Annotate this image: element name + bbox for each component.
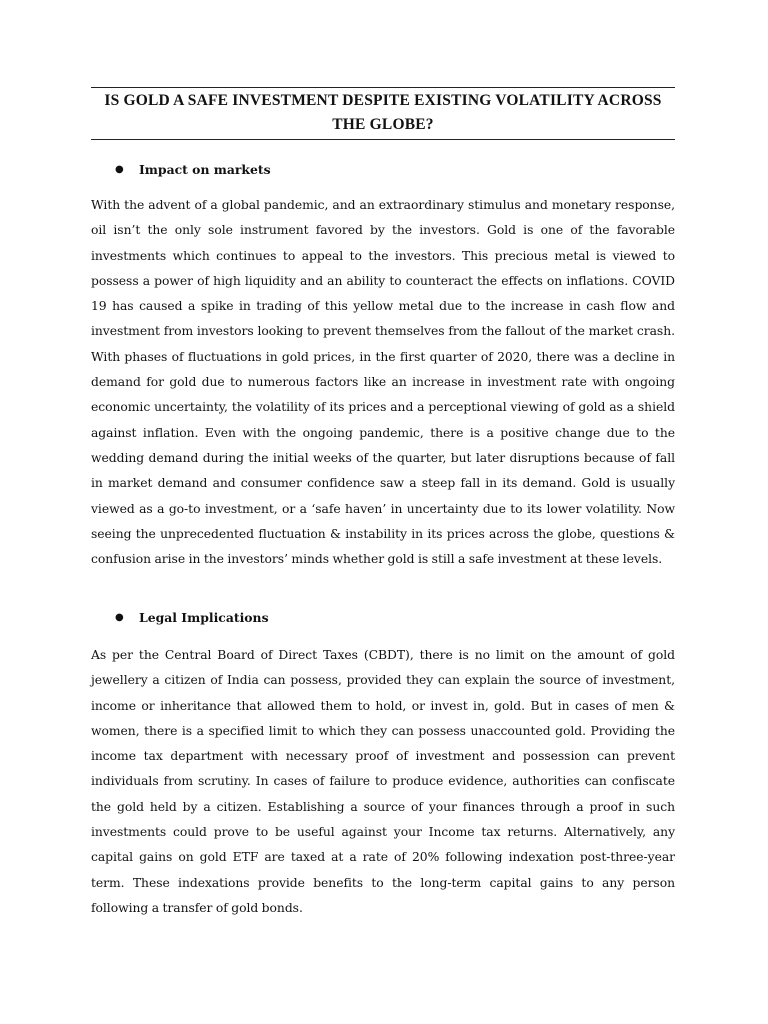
bullet-icon: ● (115, 164, 124, 175)
section-heading-label: Impact on markets (139, 162, 271, 177)
section-heading-label: Legal Implications (139, 610, 269, 625)
document-title: IS GOLD A SAFE INVESTMENT DESPITE EXISTING VOLATILITY ACROSS THE GLOBE? (104, 92, 662, 133)
bullet-icon: ● (115, 612, 124, 623)
title-bottom-rule (91, 139, 675, 140)
section-paragraph-impact-on-markets: With the advent of a global pandemic, and an extraordinary stimulus and monetary response, oil isn’t the only sole instrument favored by the investors. Gold is one of the favorable investments which continues to appeal to the investors. This precious metal is viewed to possess a power of high liquidity and an ability to counteract the effects on inflations. COVID 19 has caused a spike in trading of this yellow metal due to the increase in cash flow and investment from investors looking to prevent themselves from the fallout of the market crash. With phases of fluctuations in gold prices, in the first quarter of 2020, there was a decline in demand for gold due to numerous factors like an increase in investment rate with ongoing economic uncertainty, the volatility of its prices and a perceptional viewing of gold as a shield against inflation. Even with the ongoing pandemic, there is a positive change due to the wedding demand during the initial weeks of the quarter, but later disruptions because of fall in market demand and consumer confidence saw a steep fall in its demand. Gold is usually viewed as a go-to investment, or a ‘safe haven’ in uncertainty due to its lower volatility. Now seeing the unprecedented fluctuation & instability in its prices across the globe, questions & confusion arise in the investors’ minds whether gold is still a safe investment at these levels. (91, 198, 675, 567)
section-paragraph-legal-implications: As per the Central Board of Direct Taxes (CBDT), there is no limit on the amount of gold jewellery a citizen of India can possess, provided they can explain the source of investment, income or inheritance that allowed them to hold, or invest in, gold. But in cases of men & women, there is a specified limit to which they can possess unaccounted gold. Providing the income tax department with necessary proof of investment and possession can prevent individuals from scrutiny. In cases of failure to produce evidence, authorities can confiscate the gold held by a citizen. Establishing a source of your finances through a proof in such investments could prove to be useful against your Income tax returns. Alternatively, any capital gains on gold ETF are taxed at a rate of 20% following indexation post-three-year term. These indexations provide benefits to the long-term capital gains to any person following a transfer of gold bonds. (91, 648, 675, 915)
title-top-rule (91, 87, 675, 88)
